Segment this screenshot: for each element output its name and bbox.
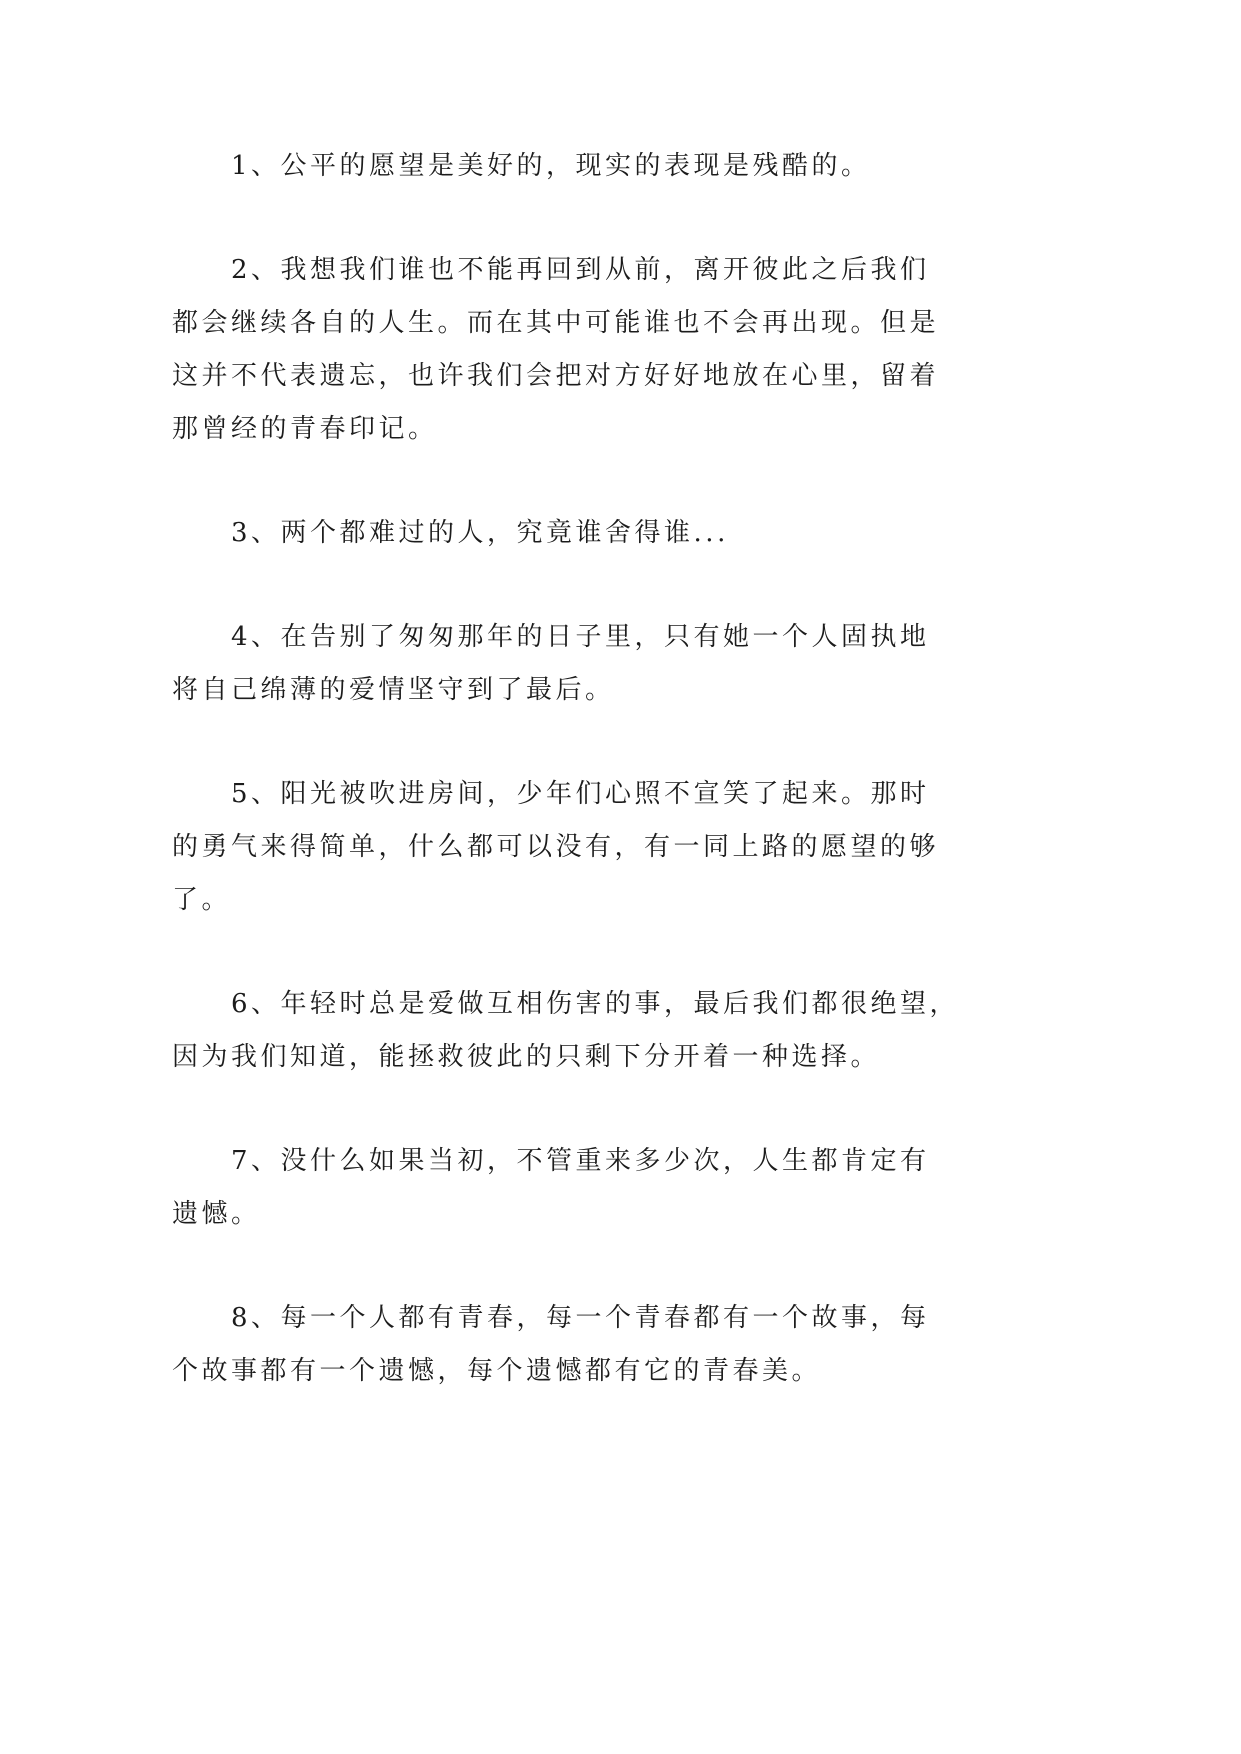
paragraph-line: 个故事都有一个遗憾，每个遗憾都有它的青春美。 [172,1356,822,1386]
paragraph-line: 因为我们知道，能拯救彼此的只剩下分开着一种选择。 [172,1042,881,1072]
paragraph-line: 6、年轻时总是爱做互相伤害的事，最后我们都很绝望， [231,989,960,1019]
paragraph-line: 了。 [172,885,232,915]
paragraph-line: 3、两个都难过的人，究竟谁舍得谁... [231,518,729,548]
paragraph-line: 这并不代表遗忘，也许我们会把对方好好地放在心里，留着 [172,361,940,391]
paragraph-1 [172,140,972,193]
paragraph-2 [172,244,972,456]
paragraph-7 [172,1135,972,1241]
paragraph-line: 5、阳光被吹进房间，少年们心照不宣笑了起来。那时 [231,779,930,809]
paragraph-line: 的勇气来得简单，什么都可以没有，有一同上路的愿望的够 [172,832,940,862]
paragraph-8 [172,1292,972,1398]
document-body [172,140,972,1449]
paragraph-line: 4、在告别了匆匆那年的日子里，只有她一个人固执地 [231,622,930,652]
paragraph-line: 7、没什么如果当初，不管重来多少次，人生都肯定有 [231,1146,930,1176]
paragraph-6 [172,978,972,1084]
paragraph-5 [172,768,972,927]
paragraph-line: 遗憾。 [172,1199,261,1229]
paragraph-line: 那曾经的青春印记。 [172,414,438,444]
paragraph-line: 都会继续各自的人生。而在其中可能谁也不会再出现。但是 [172,308,940,338]
paragraph-line: 2、我想我们谁也不能再回到从前，离开彼此之后我们 [231,255,930,285]
paragraph-3 [172,507,972,560]
paragraph-line: 8、每一个人都有青春，每一个青春都有一个故事，每 [231,1303,930,1333]
paragraph-line: 将自己绵薄的爱情坚守到了最后。 [172,675,615,705]
paragraph-line: 1、公平的愿望是美好的，现实的表现是残酷的。 [231,151,871,181]
paragraph-4 [172,611,972,717]
